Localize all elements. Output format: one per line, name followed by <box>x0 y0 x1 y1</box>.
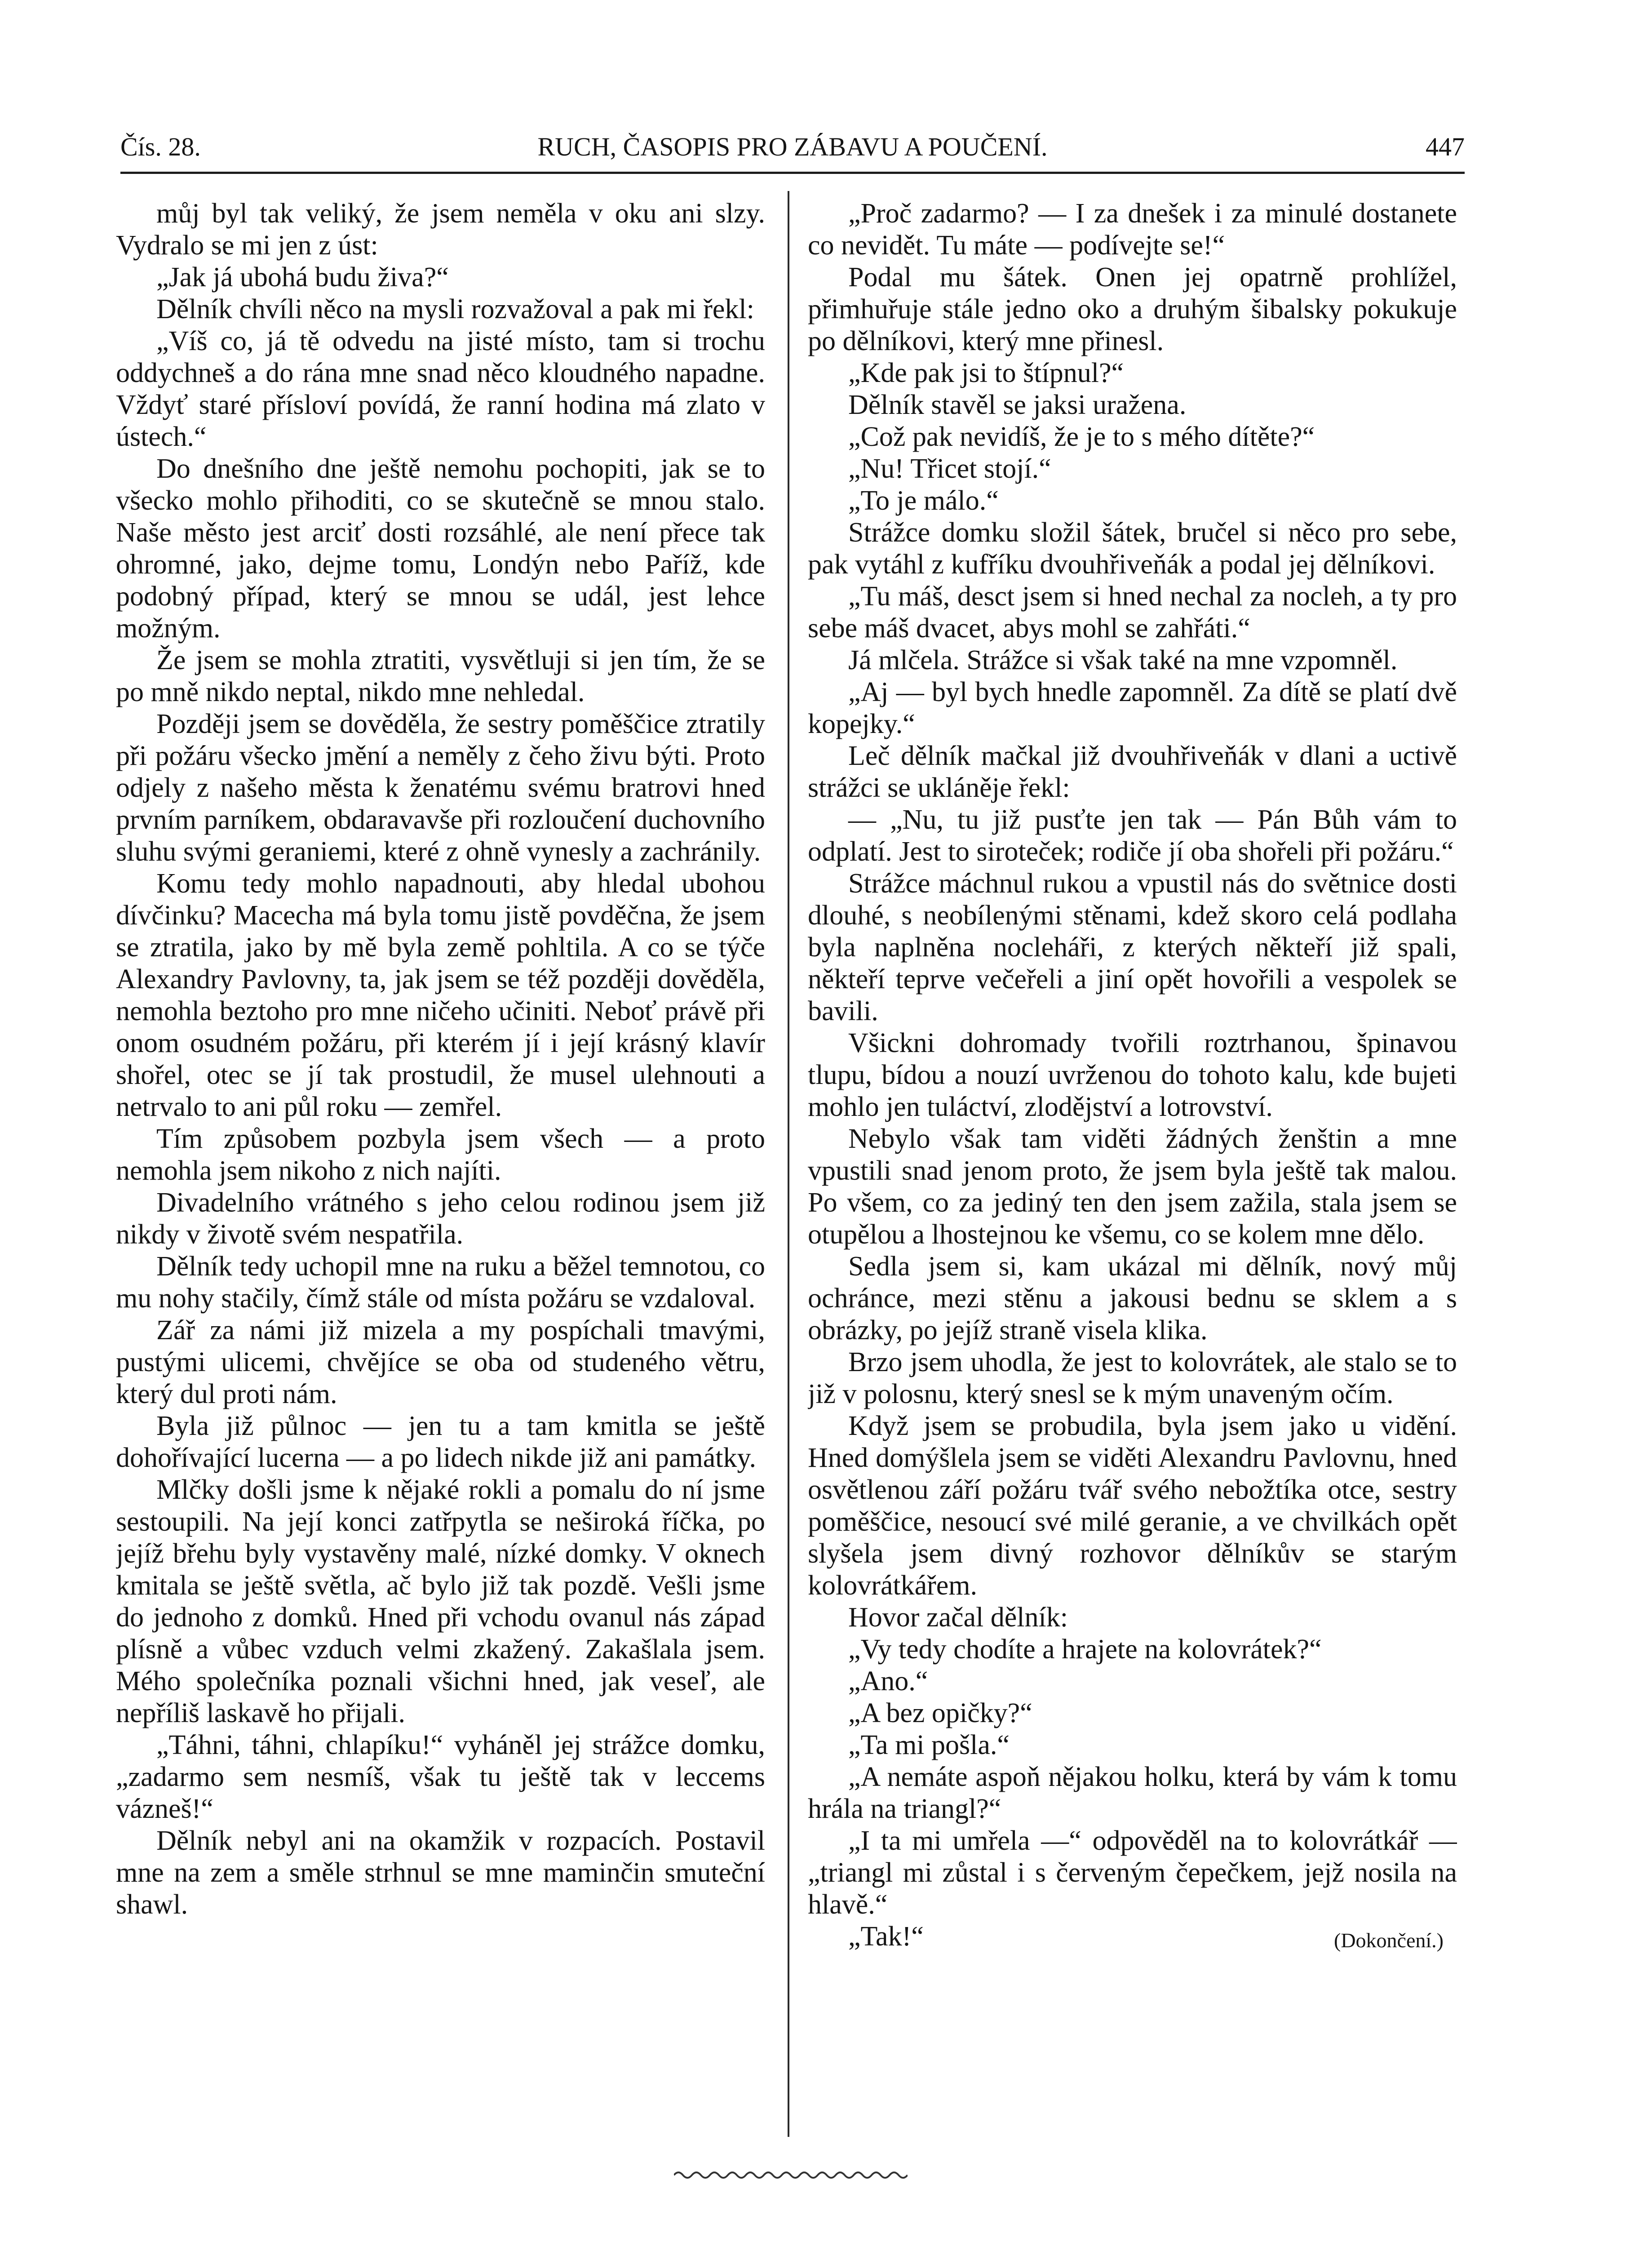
paragraph: Brzo jsem uhodla, že jest to kolovrátek, ale stalo se to již v polosnu, který snesl se k mým unaveným očím. <box>808 1347 1457 1409</box>
paragraph: „A bez opičky?“ <box>848 1698 1032 1728</box>
closing-line <box>808 1921 1457 1953</box>
paragraph: „Vy tedy chodíte a hrajete na kolovrátek?“ <box>848 1634 1322 1665</box>
paragraph: Všickni dohromady tvořili roztrhanou, špinavou tlupu, bídou a nouzí uvrženou do tohoto kalu, kde bujeti mohlo jen tuláctví, zlodějství a lotrovství. <box>808 1028 1457 1122</box>
paragraph: „Táhni, táhni, chlapíku!“ vyháněl jej strážce domku, „zadarmo sem nesmíš, však tu ještě tak v leccems vázneš!“ <box>116 1730 765 1824</box>
paragraph: Leč dělník mačkal již dvouhřiveňák v dlani a uctivě strážci se ukláněje řekl: <box>808 741 1457 803</box>
wavy-ornament-divider <box>674 2166 908 2184</box>
paragraph: „Ta mi pošla.“ <box>848 1730 1010 1760</box>
paragraph: „A nemáte aspoň nějakou holku, která by vám k tomu hrála na triangl?“ <box>808 1762 1457 1824</box>
paragraph: Komu tedy mohlo napadnouti, aby hledal ubohou dívčinku? Macecha má byla tomu jistě povděčna, že jsem se ztratila, jako by mě byla země pohltila. A co se týče Alexandry Pavlovny, ta, jak jsem se též později dověděla, nemohla beztoho pro mne ničeho učiniti. Neboť právě při onom osudném požáru, při kterém jí i její krásný klavír shořel, otec se jí tak prostudil, že musel ulehnouti a netrvalo to ani půl roku — zemřel. <box>116 868 765 1122</box>
right-column <box>808 198 1457 2130</box>
paragraph: „Tu máš, desct jsem si hned nechal za nocleh, a ty pro sebe máš dvacet, abys mohl se zahřáti.“ <box>808 581 1457 644</box>
closing-text: „Tak!“ <box>848 1921 924 1952</box>
paragraph: „Nu! Třicet stojí.“ <box>848 453 1051 484</box>
paragraph: Když jsem se probudila, byla jsem jako u vidění. Hned domýšlela jsem se viděti Alexandru Pavlovnu, hned osvětlenou září požáru tvář svého nebožtíka otce, sestry poměščice, nesoucí své milé geranie, a ve chvilkách opět slyšela jsem divný rozhovor dělníkův se starým kolovrátkářem. <box>808 1411 1457 1601</box>
paragraph: Dělník chvíli něco na mysli rozvažoval a pak mi řekl: <box>156 294 754 324</box>
paragraph: Podal mu šátek. Onen jej opatrně prohlížel, přimhuřuje stále jedno oko a druhým šibalsky pokukuje po dělníkovi, který mne přinesl. <box>808 262 1457 356</box>
paragraph: „Proč zadarmo? — I za dnešek i za minulé dostanete co nevidět. Tu máte — podívejte se!“ <box>808 198 1457 261</box>
left-column <box>116 198 765 2130</box>
column-divider <box>788 191 789 2137</box>
paragraph: Strážce domku složil šátek, bručel si něco pro sebe, pak vytáhl z kufříku dvouhřiveňák a podal jej dělníkovi. <box>808 517 1457 580</box>
paragraph: Tím způsobem pozbyla jsem všech — a proto nemohla jsem nikoho z nich najíti. <box>116 1124 765 1186</box>
paragraph: „I ta mi umřela —“ odpověděl na to kolovrátkář — „triangl mi zůstal i s červeným čepečkem, jejž nosila na hlavě.“ <box>808 1825 1457 1920</box>
paragraph: Dělník nebyl ani na okamžik v rozpacích. Postavil mne na zem a směle strhnul se mne maminčin smuteční shawl. <box>116 1825 765 1920</box>
paragraph: Že jsem se mohla ztratiti, vysvětluji si jen tím, že se po mně nikdo neptal, nikdo mne nehledal. <box>116 645 765 707</box>
continuation-note: (Dokončení.) <box>1334 1929 1444 1952</box>
journal-title: RUCH, ČASOPIS PRO ZÁBAVU A POUČENÍ. <box>537 132 1048 161</box>
paragraph: „To je málo.“ <box>848 485 999 516</box>
paragraph: Do dnešního dne ještě nemohu pochopiti, jak se to všecko mohlo přihoditi, co se skutečně se mnou stalo. Naše město jest arciť dosti rozsáhlé, ale není přece tak ohromné, jako, dejme tomu, Londýn nebo Paříž, kde podobný případ, který se mnou se udál, jest lehce možným. <box>116 453 765 644</box>
header-rule <box>120 172 1465 174</box>
paragraph: Zář za námi již mizela a my pospíchali tmavými, pustými ulicemi, chvějíce se oba od studeného větru, který dul proti nám. <box>116 1315 765 1409</box>
paragraph: „Což pak nevidíš, že je to s mého dítěte?“ <box>848 422 1315 452</box>
paragraph: můj byl tak veliký, že jsem neměla v oku ani slzy. Vydralo se mi jen z úst: <box>116 198 765 261</box>
paragraph: Nebylo však tam viděti žádných ženštin a mne vpustili snad jenom proto, že jsem byla ještě tak malou. Po všem, co za jediný ten den jsem zažila, stala jsem se otupělou a lhostejnou ke všemu, co se kolem mne dělo. <box>808 1124 1457 1250</box>
paragraph: Mlčky došli jsme k nějaké rokli a pomalu do ní jsme sestoupili. Na její konci zatřpytla se neširoká říčka, po jejíž břehu byly vystavěny malé, nízké domky. V oknech kmitala se ještě světla, ač bylo již tak pozdě. Vešli jsme do jednoho z domků. Hned při vchodu ovanul nás západ plísně a vůbec vzduch velmi zkažený. Zakašlala jsem. Mého společníka poznali všichni hned, jak veseľ, ale nepříliš laskavě ho přijali. <box>116 1474 765 1728</box>
paragraph: „Víš co, já tě odvedu na jisté místo, tam si trochu oddychneš a do rána mne snad něco kloudného napadne. Vždyť staré přísloví povídá, že ranní hodina má zlato v ústech.“ <box>116 326 765 452</box>
paragraph: „Ano.“ <box>848 1666 928 1696</box>
issue-number: Čís. 28. <box>120 132 201 161</box>
paragraph: Sedla jsem si, kam ukázal mi dělník, nový můj ochránce, mezi stěnu a jakousi bednu se sklem a s obrázky, po jejíž straně visela klika. <box>808 1251 1457 1346</box>
paragraph: Strážce máchnul rukou a vpustil nás do světnice dosti dlouhé, s neobílenými stěnami, kdež skoro celá podlaha byla naplněna nocleháři, z kterých někteří již spali, někteří teprve večeřeli a jiní opět hovořili a vespolek se bavili. <box>808 868 1457 1026</box>
paragraph: Já mlčela. Strážce si však také na mne vzpomněl. <box>848 645 1398 675</box>
paragraph: „Jak já ubohá budu živa?“ <box>156 262 449 293</box>
paragraph: Dělník stavěl se jaksi uražena. <box>848 390 1187 420</box>
page-header <box>120 127 1465 167</box>
paragraph: „Kde pak jsi to štípnul?“ <box>848 358 1124 388</box>
page-number: 447 <box>1426 132 1465 161</box>
paragraph: Divadelního vrátného s jeho celou rodinou jsem již nikdy v životě svém nespatřila. <box>116 1187 765 1250</box>
paragraph: Byla již půlnoc — jen tu a tam kmitla se ještě dohořívající lucerna — a po lidech nikde již ani památky. <box>116 1411 765 1473</box>
paragraph: Hovor začal dělník: <box>848 1602 1068 1633</box>
paragraph: Dělník tedy uchopil mne na ruku a běžel temnotou, co mu nohy stačily, čímž stále od místa požáru se vzdaloval. <box>116 1251 765 1314</box>
paragraph: Později jsem se dověděla, že sestry poměščice ztratily při požáru všecko jmění a neměly z čeho živu býti. Proto odjely z našeho města k ženatému svému bratrovi hned prvním parníkem, obdaravavše při rozloučení duchovního sluhu svými geraniemi, které z ohně vynesly a zachránily. <box>116 709 765 867</box>
paragraph: — „Nu, tu již pusťte jen tak — Pán Bůh vám to odplatí. Jest to siroteček; rodiče jí oba shořeli při požáru.“ <box>808 804 1457 867</box>
paragraph: „Aj — byl bych hnedle zapomněl. Za dítě se platí dvě kopejky.“ <box>808 677 1457 739</box>
